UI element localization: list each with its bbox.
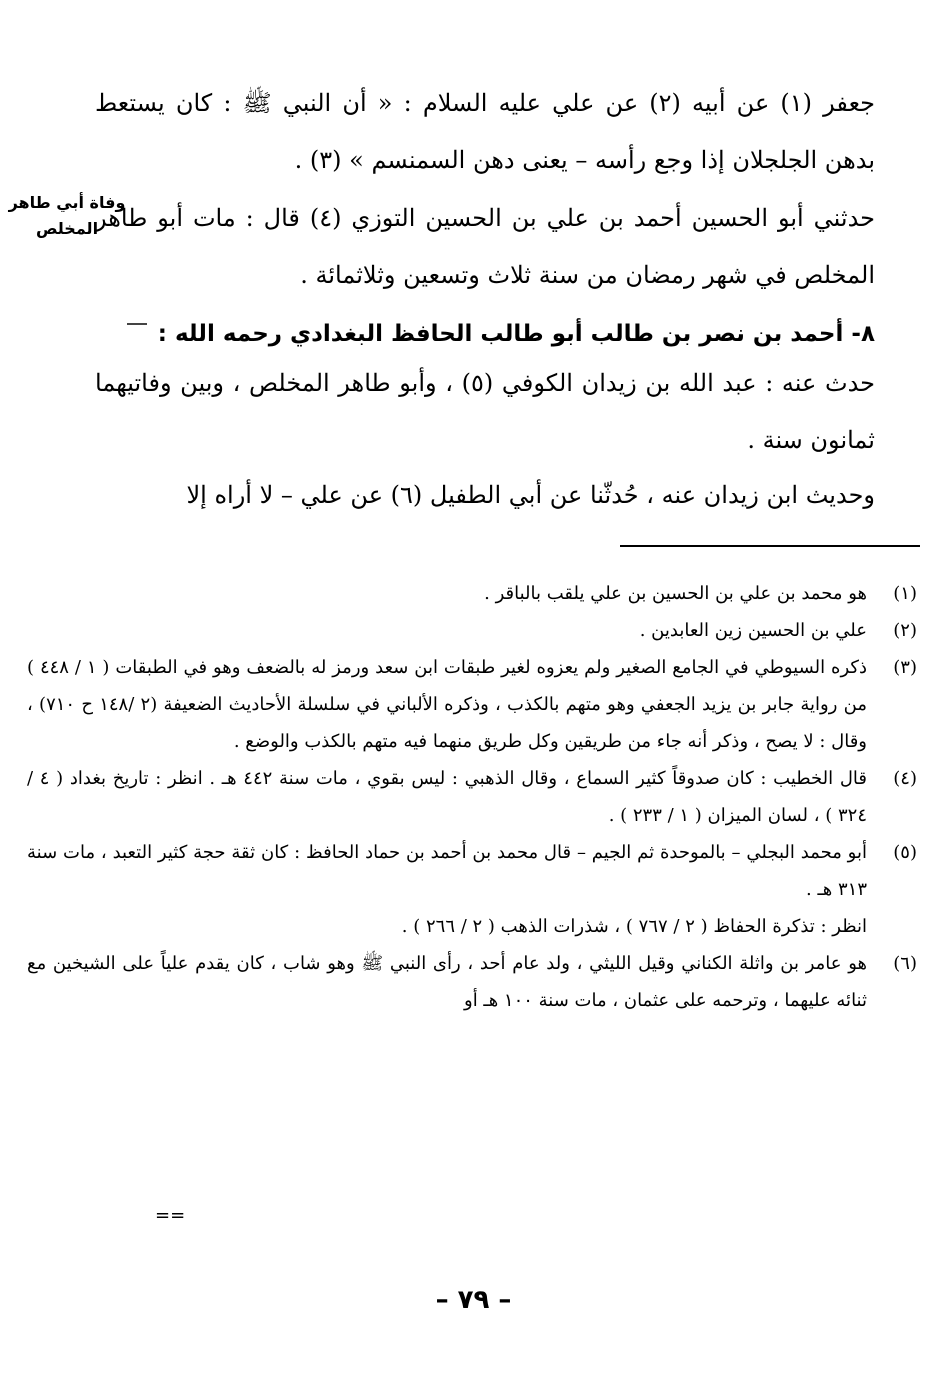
footnote-item [27, 612, 917, 649]
page-number: – ٧٩ – [435, 1285, 512, 1315]
footnote-number: (٦) [893, 953, 917, 974]
footnote-item [27, 760, 917, 834]
paragraph-4: وحديث ابن زيدان عنه ، حُدثّنا عن أبي الطفيل (٦) عن علي – لا أراه إلا [186, 481, 875, 509]
paragraph-2: حدثني أبو الحسين أحمد بن علي بن الحسين التوزي (٤) قال : مات أبو طاهر المخلص في شهر رمضان من سنة ثلاث وتسعين وثلاثمائة . [95, 204, 876, 289]
side-note: وفاة أبي طاهر المخلص [8, 193, 126, 238]
paragraph-1: جعفر (١) عن أبيه (٢) عن علي عليه السلام : « أن النبي ﷺ : كان يستعط بدهن الجلجلان إذا وجع رأسه – يعنى دهن السمنسم » (٣) . [95, 89, 875, 174]
footnote-number: (٢) [893, 620, 917, 641]
footnote-item [27, 945, 917, 1019]
footnote-number: (٣) [893, 657, 917, 678]
footnote-number: (٤) [893, 768, 917, 789]
footnote-item [27, 834, 917, 945]
footnote-text: قال الخطيب : كان صدوقاً كثير السماع ، وقال الذهبي : ليس بقوي ، مات سنة ٤٤٢ هـ . انظر : تاريخ بغداد ( ٤ / ٣٢٤ ) ، لسان الميزان ( ١ / ٢٣٣ ) . [27, 768, 867, 826]
footnote-text: ذكره السيوطي في الجامع الصغير ولم يعزوه لغير طبقات ابن سعد ورمز له بالضعف وهو في الطبقات ( ١ / ٤٤٨ ) من رواية جابر بن يزيد الجعفي وهو متهم بالكذب ، وذكره الألباني في سلسلة الأحاديث الضعيفة (٢ /١٤٨ ح ٧١٠) ، وقال : لا يصح ، وذكر أنه جاء من طريقين وكل طريق منهما فيه متهم بالكذب والوضع . [27, 657, 868, 752]
section-heading: ٨- أحمد بن نصر بن طالب أبو طالب الحافظ البغدادي رحمه الله : [157, 321, 875, 347]
footnote-text: أبو محمد البجلي – بالموحدة ثم الجيم – قال محمد بن أحمد بن حماد الحافظ : كان ثقة حجة كثير التعبد ، مات سنة ٣١٣ هـ . انظر : تذكرة الحفاظ ( ٢ / ٧٦٧ ) ، شذرات الذهب ( ٢ / ٢٦٦ ) . [27, 842, 867, 937]
continuation-mark: == [155, 1205, 186, 1226]
footnote-separator [620, 545, 920, 547]
footnote-item [27, 575, 917, 612]
footnote-number: (١) [893, 583, 917, 604]
footnote-number: (٥) [893, 842, 917, 863]
footnote-text: علي بن الحسين زين العابدين . [639, 620, 867, 641]
footnote-text: هو محمد بن علي بن الحسين بن علي يلقب بالباقر . [484, 583, 867, 604]
footnote-text: هو عامر بن واثلة الكناني وقيل الليثي ، ولد عام أحد ، رأى النبي ﷺ وهو شاب ، كان يقدم علياً على الشيخين مع ثنائه عليهما ، وترحمه على عثمان ، مات سنة ١٠٠ هـ أو [27, 953, 867, 1011]
footnote-item [27, 649, 917, 760]
footnotes [27, 575, 917, 1019]
paragraph-3: حدث عنه : عبد الله بن زيدان الكوفي (٥) ، وأبو طاهر المخلص ، وبين وفاتيهما ثمانون سنة . [95, 369, 876, 454]
